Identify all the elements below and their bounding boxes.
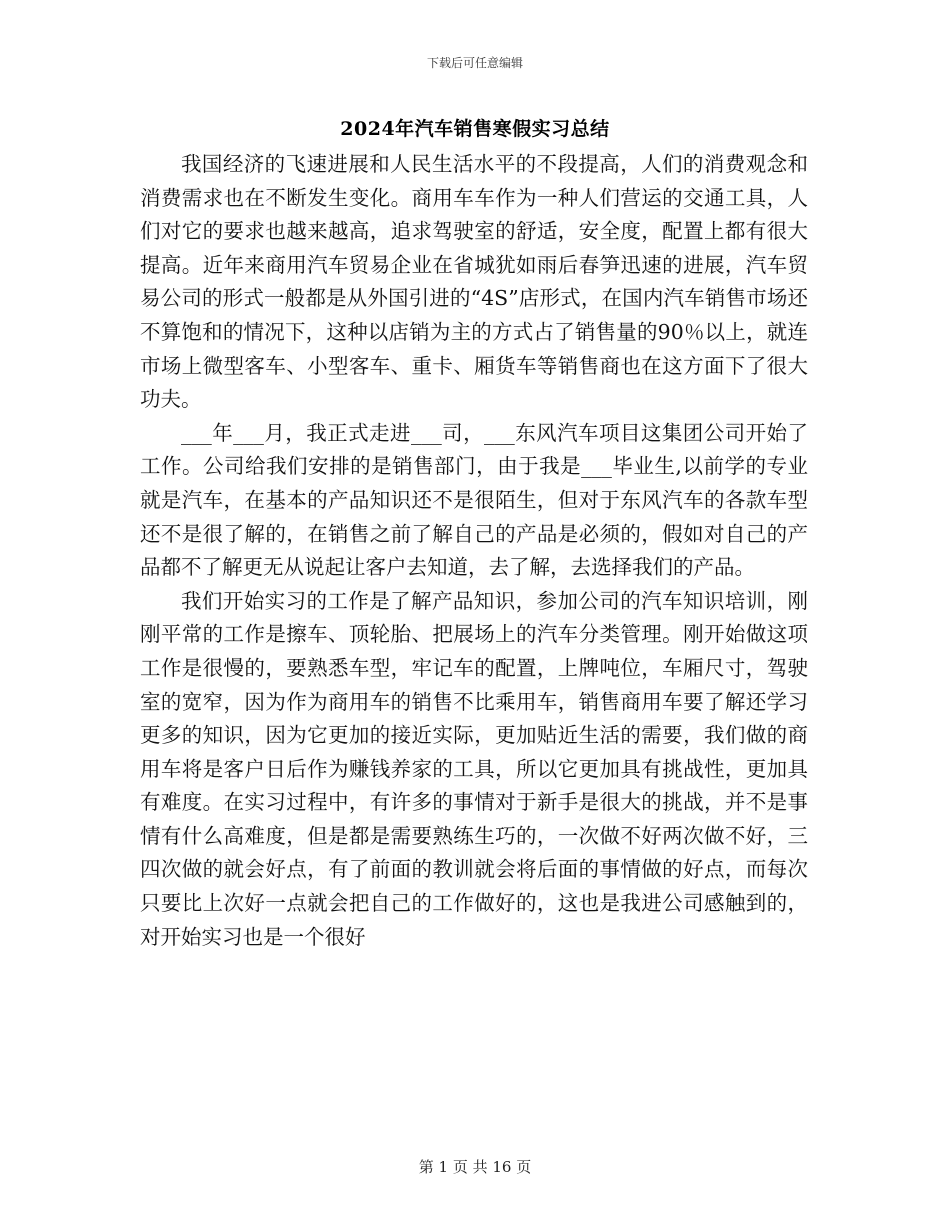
paragraph: ___年___月，我正式走进___司，___东风汽车项目这集团公司开始了工作。公司给我们安排的是销售部门，由于我是___毕业生,以前学的专业就是汽车，在基本的产品知识还不是很陌生，但对于东风汽车的各款车型还不是很了解的，在销售之前了解自己的产品是必须的，假如对自己的产品都不了解更无从说起让客户去知道，去了解，去选择我们的产品。	[140, 420, 808, 580]
paragraph: 我国经济的飞速进展和人民生活水平的不段提高，人们的消费观念和消费需求也在不断发生变化。商用车车作为一种人们营运的交通工具，人们对它的要求也越来越高，追求驾驶室的舒适，安全度，配置上都有很大提高。近年来商用汽车贸易企业在省城犹如雨后春笋迅速的进展，汽车贸易公司的形式一般都是从外国引进的“4S”店形式，在国内汽车销售市场还不算饱和的情况下，这种以店销为主的方式占了销售量的90％以上，就连市场上微型客车、小型客车、重卡、厢货车等销售商也在这方面下了很大功夫。	[140, 152, 808, 412]
header-note: 下载后可任意编辑	[426, 56, 523, 70]
paragraph: 我们开始实习的工作是了解产品知识，参加公司的汽车知识培训，刚刚平常的工作是擦车、顶轮胎、把展场上的汽车分类管理。刚开始做这项工作是很慢的，要熟悉车型，牢记车的配置，上牌吨位，车厢尺寸，驾驶室的宽窄，因为作为商用车的销售不比乘用车，销售商用车要了解还学习更多的知识，因为它更加的接近实际，更加贴近生活的需要，我们做的商用车将是客户日后作为赚钱养家的工具，所以它更加具有挑战性，更加具有难度。在实习过程中，有许多的事情对于新手是很大的挑战，并不是事情有什么高难度，但是都是需要熟练生巧的，一次做不好两次做不好，三四次做的就会好点，有了前面的教训就会将后面的事情做的好点，而每次只要比上次好一点就会把自己的工作做好的，这也是我进公司感触到的，对开始实习也是一个很好	[140, 588, 808, 949]
page-number: 第 1 页 共 16 页	[418, 1158, 532, 1176]
document-body	[140, 148, 808, 954]
document-title: 2024年汽车销售寒假实习总结	[340, 118, 610, 140]
